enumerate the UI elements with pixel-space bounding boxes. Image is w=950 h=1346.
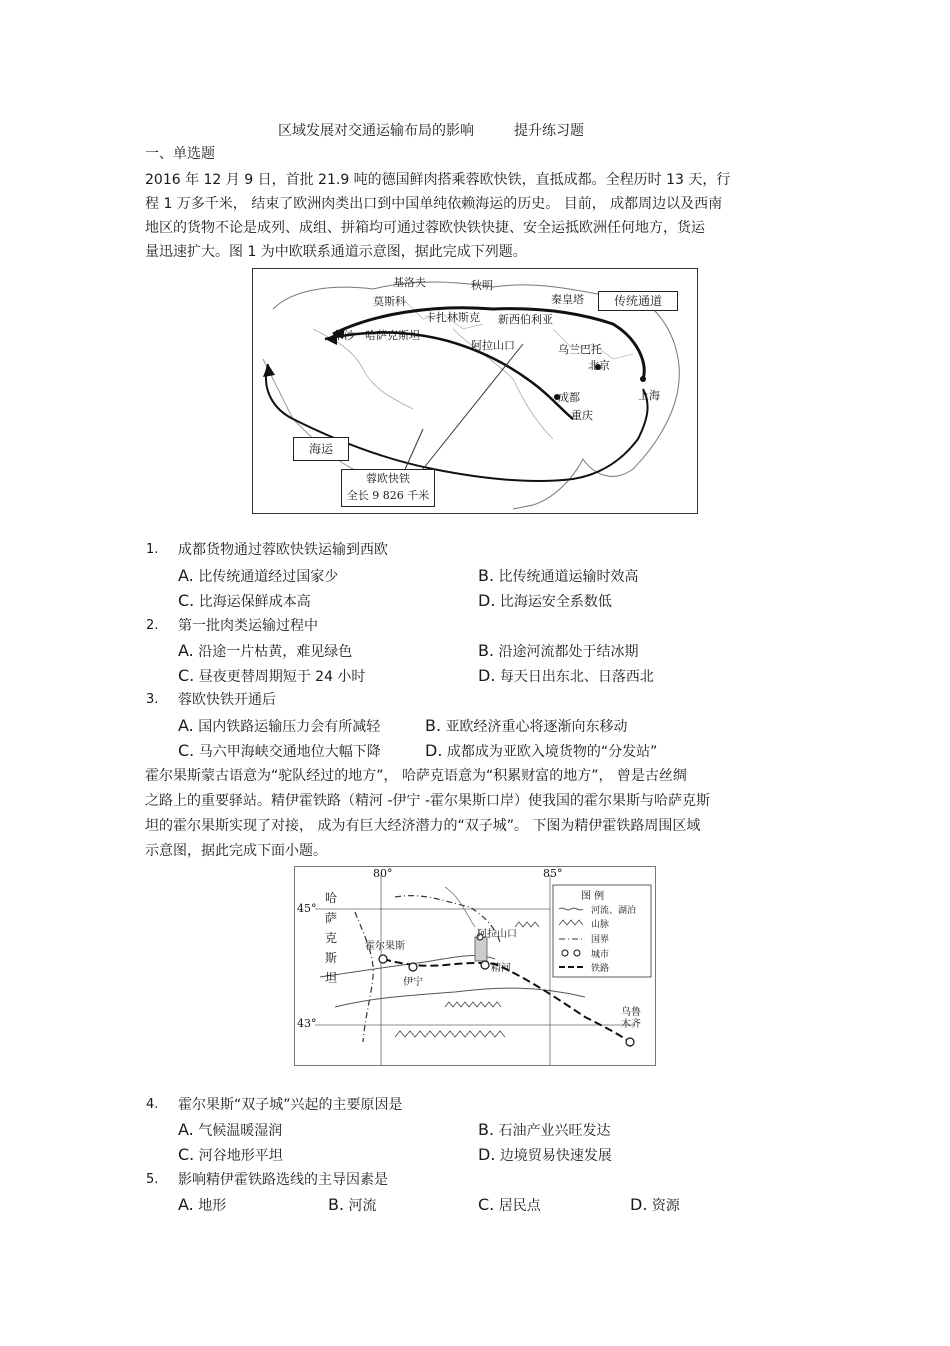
section-heading: 一、单选题	[145, 146, 215, 162]
option-d: D. 边境贸易快速发展	[478, 1145, 612, 1164]
question-stem: 影响精伊霍铁路选线的主导因素是	[178, 1172, 388, 1188]
latitude-label: 43°	[297, 1017, 317, 1030]
legend-item: 铁路	[591, 964, 610, 974]
option-c: C. 马六甲海峡交通地位大幅下降	[178, 741, 381, 760]
map-label: 重庆	[571, 409, 593, 422]
intro-line: 2016 年 12 月 9 日，首批 21.9 吨的德国鲜肉搭乘蓉欧快铁，直抵成都。全程历时 13 天，行	[145, 172, 731, 188]
map-label: 秋明	[471, 279, 493, 292]
option-a: A. 国内铁路运输压力会有所减轻	[178, 716, 381, 735]
map-label: 秦皇塔	[551, 293, 584, 306]
option-b: B. 河流	[328, 1195, 377, 1214]
rongou-express-legend	[341, 469, 435, 507]
option-a: A. 比传统通道经过国家少	[178, 566, 339, 585]
question-stem: 蓉欧快铁开通后	[178, 692, 276, 708]
option-c: C. 比海运保鲜成本高	[178, 591, 311, 610]
map-label: 阿拉山口	[471, 339, 515, 352]
rongou-express-line	[325, 333, 573, 420]
legend-item: 河流、湖泊	[591, 906, 637, 916]
map-label: 基洛夫	[393, 276, 426, 289]
option-c: C. 河谷地形平坦	[178, 1145, 283, 1164]
country-label-char: 坦	[325, 971, 338, 985]
rongou-legend-name: 蓉欧快铁	[366, 472, 410, 485]
place-label: 霍尔果斯	[365, 941, 405, 952]
map-label: 北京	[588, 359, 610, 372]
question-number: 2.	[146, 618, 159, 633]
option-d: D. 比海运安全系数低	[478, 591, 612, 610]
option-b: B. 石油产业兴旺发达	[478, 1120, 611, 1139]
country-label-char: 萨	[325, 911, 338, 925]
option-d: D. 每天日出东北、日落西北	[478, 666, 654, 685]
option-d: D. 成都成为亚欧入境货物的“分发站”	[425, 741, 658, 760]
map-label: 成都	[558, 391, 580, 404]
page-title: 区域发展对交通运输布局的影响 提升练习题	[278, 123, 584, 139]
legend-title: 图 例	[581, 891, 605, 902]
china-europe-route-map	[252, 268, 698, 514]
question-number: 1.	[146, 542, 159, 557]
option-a: A. 沿途一片枯黄，难见绿色	[178, 641, 353, 660]
option-b: B. 沿途河流都处于结冰期	[478, 641, 639, 660]
legend-item: 山脉	[591, 920, 610, 930]
traditional-route-legend: 传统通道	[598, 291, 678, 311]
option-c: C. 居民点	[478, 1195, 541, 1214]
option-b: B. 亚欧经济重心将逐渐向东移动	[425, 716, 628, 735]
place-label: 伊宁	[403, 977, 423, 988]
map-label: 华沙	[333, 329, 355, 342]
sea-route-legend: 海运	[293, 437, 349, 461]
place-label: 精河	[491, 963, 511, 974]
country-label-char: 克	[325, 931, 338, 945]
intro-line: 示意图，据此完成下面小题。	[145, 843, 327, 859]
question-number: 3.	[146, 692, 159, 707]
question-number: 5.	[146, 1172, 159, 1187]
longitude-label: 85°	[543, 867, 563, 880]
rongou-legend-length: 全长 9 826 千米	[346, 489, 430, 502]
place-label: 阿拉山口	[477, 929, 517, 940]
intro-line: 量迅速扩大。图 1 为中欧联系通道示意图，据此完成下列题。	[145, 244, 527, 260]
map-label: 莫斯科	[373, 295, 406, 308]
intro-line: 之路上的重要驿站。精伊霍铁路（精河 -伊宁 -霍尔果斯口岸）使我国的霍尔果斯与哈萨克斯	[145, 793, 711, 809]
intro-line: 坦的霍尔果斯实现了对接， 成为有巨大经济潜力的“双子城”。 下图为精伊霍铁路周围区域	[145, 818, 701, 834]
map-label: 哈萨克斯坦	[365, 329, 420, 342]
option-a: A. 气候温暖湿润	[178, 1120, 283, 1139]
intro-line: 地区的货物不论是成列、成组、拼箱均可通过蓉欧快铁快捷、安全运抵欧洲任何地方，货运	[145, 220, 705, 236]
question-stem: 第一批肉类运输过程中	[178, 618, 318, 634]
option-b: B. 比传统通道运输时效高	[478, 566, 639, 585]
country-label-char: 斯	[325, 951, 338, 965]
intro-line: 霍尔果斯蒙古语意为“驼队经过的地方”， 哈萨克语意为“积累财富的地方”， 曾是古丝绸	[145, 768, 687, 784]
map-label: 上海	[638, 389, 660, 402]
map-label: 卡扎林斯克	[425, 311, 480, 324]
question-stem: 霍尔果斯“双子城”兴起的主要原因是	[178, 1097, 403, 1113]
map-label: 乌兰巴托	[558, 343, 602, 356]
latitude-label: 45°	[297, 902, 317, 915]
intro-line: 程 1 万多千米， 结束了欧洲肉类出口到中国单纯依赖海运的历史。 目前， 成都周边以及西南	[145, 196, 723, 212]
longitude-label: 80°	[373, 867, 393, 880]
legend-item: 国界	[591, 935, 610, 945]
option-a: A. 地形	[178, 1195, 227, 1214]
place-label: 乌鲁木齐	[621, 1007, 641, 1030]
question-number: 4.	[146, 1097, 159, 1112]
legend-item: 城市	[591, 950, 610, 960]
option-d: D. 资源	[630, 1195, 680, 1214]
country-label-char: 哈	[325, 891, 338, 905]
map-label: 新西伯利亚	[498, 313, 553, 326]
question-stem: 成都货物通过蓉欧快铁运输到西欧	[178, 542, 388, 558]
option-c: C. 昼夜更替周期短于 24 小时	[178, 666, 366, 685]
jingyihuo-railway-map	[294, 866, 656, 1066]
